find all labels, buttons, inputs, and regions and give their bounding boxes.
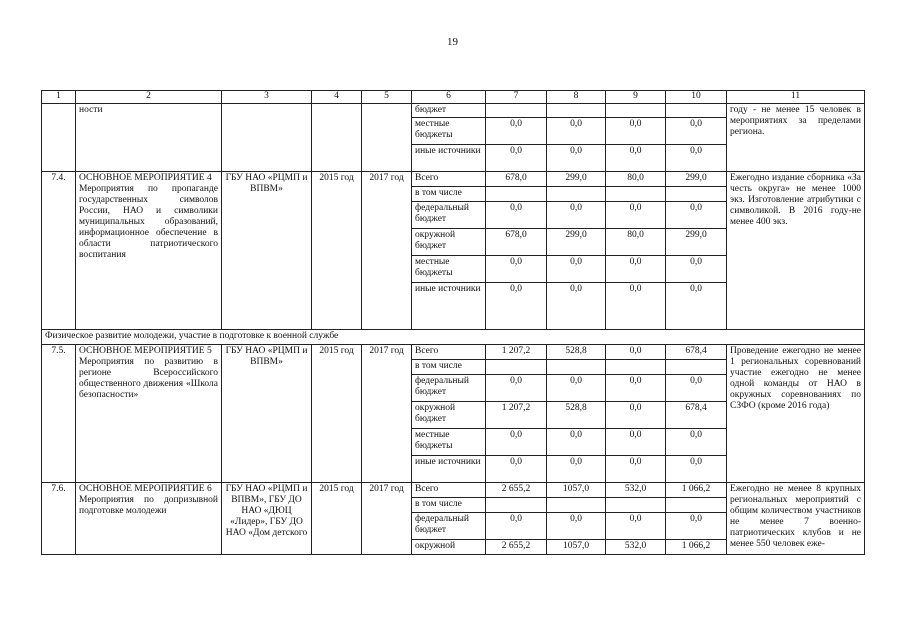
funding-source: Всего — [412, 172, 486, 187]
col-header: 9 — [606, 91, 666, 104]
activity-description: Мероприятия по допризывной подготовке молодежи — [79, 495, 218, 516]
item-number: 7.4. — [42, 172, 76, 330]
funding-value: 2 655,2 — [486, 483, 547, 498]
activity-description: Мероприятия по пропаганде государственных символов России, НАО и символики муниципальных образований, информационное обеспечение в области патриотического воспитания — [79, 184, 218, 260]
funding-value: 678,4 — [666, 345, 727, 360]
funding-value: 0,0 — [486, 145, 547, 172]
funding-source: иные источники — [412, 283, 486, 330]
funding-value — [486, 498, 547, 513]
col-header: 8 — [547, 91, 606, 104]
col-header: 10 — [666, 91, 727, 104]
funding-value — [606, 360, 666, 375]
col-header: 1 — [42, 91, 76, 104]
funding-value — [666, 187, 727, 202]
funding-value: 0,0 — [666, 145, 727, 172]
funding-value — [666, 360, 727, 375]
funding-value: 299,0 — [666, 229, 727, 256]
funding-value: 532,0 — [606, 483, 666, 498]
funding-value: 0,0 — [606, 402, 666, 429]
activity-name: ности — [76, 104, 222, 172]
column-number-row — [42, 91, 865, 104]
funding-source: иные источники — [412, 456, 486, 483]
funding-source: федеральный бюджет — [412, 202, 486, 229]
funding-value: 0,0 — [666, 375, 727, 402]
funding-source: местные бюджеты — [412, 118, 486, 145]
funding-value: 0,0 — [606, 145, 666, 172]
table-row — [42, 172, 865, 187]
funding-value: 0,0 — [486, 118, 547, 145]
funding-value: 0,0 — [486, 202, 547, 229]
funding-value: 0,0 — [547, 375, 606, 402]
funding-value: 0,0 — [606, 283, 666, 330]
funding-value: 0,0 — [666, 118, 727, 145]
funding-value: 532,0 — [606, 540, 666, 555]
col-header: 5 — [362, 91, 412, 104]
funding-value: 0,0 — [666, 256, 727, 283]
funding-source: местные бюджеты — [412, 256, 486, 283]
funding-source: окружной бюджет — [412, 229, 486, 256]
funding-value: 0,0 — [547, 256, 606, 283]
end-year: 2017 год — [362, 172, 412, 330]
activity-title: ОСНОВНОЕ МЕРОПРИЯТИЕ 6 — [79, 484, 212, 494]
funding-value — [486, 360, 547, 375]
funding-value: 0,0 — [666, 456, 727, 483]
expected-result: Ежегодно не менее 8 крупных региональных мероприятий с общим количеством участников не менее 7 военно-патриотических клубов и не менее 550 человек еже- — [727, 483, 865, 555]
funding-value: 1 066,2 — [666, 540, 727, 555]
funding-value: 0,0 — [606, 513, 666, 540]
activity-name — [76, 172, 222, 330]
funding-value: 0,0 — [606, 429, 666, 456]
funding-value — [547, 498, 606, 513]
funding-value — [606, 498, 666, 513]
funding-value: 0,0 — [547, 202, 606, 229]
funding-value: 0,0 — [606, 375, 666, 402]
funding-value: 0,0 — [547, 429, 606, 456]
funding-value: 678,0 — [486, 172, 547, 187]
activity-title: ОСНОВНОЕ МЕРОПРИЯТИЕ 4 — [79, 173, 212, 183]
funding-value: 80,0 — [606, 172, 666, 187]
start-year: 2015 год — [312, 483, 362, 555]
executor — [222, 104, 312, 172]
funding-value: 0,0 — [486, 375, 547, 402]
funding-source: местные бюджеты — [412, 429, 486, 456]
page-number: 19 — [447, 36, 458, 48]
executor: ГБУ НАО «РЦМП и ВПВМ», ГБУ ДО НАО «ДЮЦ «Лидер», ГБУ ДО НАО «Дом детского — [222, 483, 312, 555]
funding-value: 1 207,2 — [486, 402, 547, 429]
col-header: 2 — [76, 91, 222, 104]
funding-value: 2 655,2 — [486, 540, 547, 555]
item-number — [42, 104, 76, 172]
funding-value: 0,0 — [666, 283, 727, 330]
funding-value — [606, 104, 666, 118]
funding-value: 0,0 — [666, 429, 727, 456]
funding-value — [547, 104, 606, 118]
funding-value: 0,0 — [547, 118, 606, 145]
funding-value — [547, 360, 606, 375]
funding-value: 0,0 — [547, 456, 606, 483]
funding-source: в том числе — [412, 187, 486, 202]
end-year: 2017 год — [362, 345, 412, 483]
col-header: 6 — [412, 91, 486, 104]
funding-value — [486, 187, 547, 202]
table-body — [42, 91, 865, 555]
funding-value — [547, 187, 606, 202]
funding-value: 299,0 — [547, 172, 606, 187]
activity-name — [76, 345, 222, 483]
funding-value — [666, 498, 727, 513]
funding-value: 299,0 — [666, 172, 727, 187]
funding-value: 1 207,2 — [486, 345, 547, 360]
funding-value — [606, 187, 666, 202]
funding-value: 0,0 — [606, 118, 666, 145]
funding-value: 1057,0 — [547, 540, 606, 555]
funding-source: бюджет — [412, 104, 486, 118]
funding-value: 0,0 — [666, 202, 727, 229]
start-year: 2015 год — [312, 345, 362, 483]
col-header: 4 — [312, 91, 362, 104]
funding-value: 0,0 — [606, 345, 666, 360]
item-number: 7.5. — [42, 345, 76, 483]
program-table — [41, 90, 865, 555]
activity-description: Мероприятия по развитию в регионе Всероссийского общественного движения «Школа безопасности» — [79, 357, 218, 400]
funding-source: в том числе — [412, 360, 486, 375]
funding-value: 80,0 — [606, 229, 666, 256]
col-header: 7 — [486, 91, 547, 104]
table-row — [42, 483, 865, 498]
section-heading-row — [42, 330, 865, 345]
funding-value: 0,0 — [666, 513, 727, 540]
funding-value: 0,0 — [547, 145, 606, 172]
funding-value: 0,0 — [547, 283, 606, 330]
funding-value: 678,4 — [666, 402, 727, 429]
activity-name — [76, 483, 222, 555]
funding-source: иные источники — [412, 145, 486, 172]
activity-title: ОСНОВНОЕ МЕРОПРИЯТИЕ 5 — [79, 346, 212, 356]
executor: ГБУ НАО «РЦМП и ВПВМ» — [222, 172, 312, 330]
executor: ГБУ НАО «РЦМП и ВПВМ» — [222, 345, 312, 483]
funding-value: 0,0 — [606, 456, 666, 483]
funding-source: федеральный бюджет — [412, 375, 486, 402]
expected-result: Ежегодно издание сборника «За честь округа» не менее 1000 экз. Изготовление атрибутики с символикой. В 2016 году-не менее 400 экз. — [727, 172, 865, 330]
funding-source: Всего — [412, 483, 486, 498]
funding-value: 0,0 — [606, 256, 666, 283]
funding-value: 0,0 — [486, 456, 547, 483]
table-row — [42, 104, 865, 118]
start-year — [312, 104, 362, 172]
funding-value: 528,8 — [547, 345, 606, 360]
item-number: 7.6. — [42, 483, 76, 555]
funding-value: 0,0 — [486, 429, 547, 456]
col-header: 3 — [222, 91, 312, 104]
expected-result: году - не менее 15 человек в мероприятиях за пределами региона. — [727, 104, 865, 172]
end-year: 2017 год — [362, 483, 412, 555]
funding-value — [666, 104, 727, 118]
funding-value: 0,0 — [486, 283, 547, 330]
funding-value: 0,0 — [547, 513, 606, 540]
funding-value: 0,0 — [486, 513, 547, 540]
expected-result: Проведение ежегодно не менее 1 региональных соревнований участие ежегодно не менее одной команды от НАО в окружных соревнованиях по СЗФО (кроме 2016 года) — [727, 345, 865, 483]
funding-value: 528,8 — [547, 402, 606, 429]
funding-source: окружной — [412, 540, 486, 555]
funding-value: 1 066,2 — [666, 483, 727, 498]
funding-value: 1057,0 — [547, 483, 606, 498]
funding-value: 0,0 — [606, 202, 666, 229]
funding-source: Всего — [412, 345, 486, 360]
funding-value: 299,0 — [547, 229, 606, 256]
start-year: 2015 год — [312, 172, 362, 330]
funding-source: федеральный бюджет — [412, 513, 486, 540]
funding-source: в том числе — [412, 498, 486, 513]
col-header: 11 — [727, 91, 865, 104]
funding-value — [486, 104, 547, 118]
table-row — [42, 345, 865, 360]
funding-value: 0,0 — [486, 256, 547, 283]
end-year — [362, 104, 412, 172]
section-title: Физическое развитие молодежи, участие в подготовке к военной службе — [42, 330, 865, 345]
funding-value: 678,0 — [486, 229, 547, 256]
funding-source: окружной бюджет — [412, 402, 486, 429]
